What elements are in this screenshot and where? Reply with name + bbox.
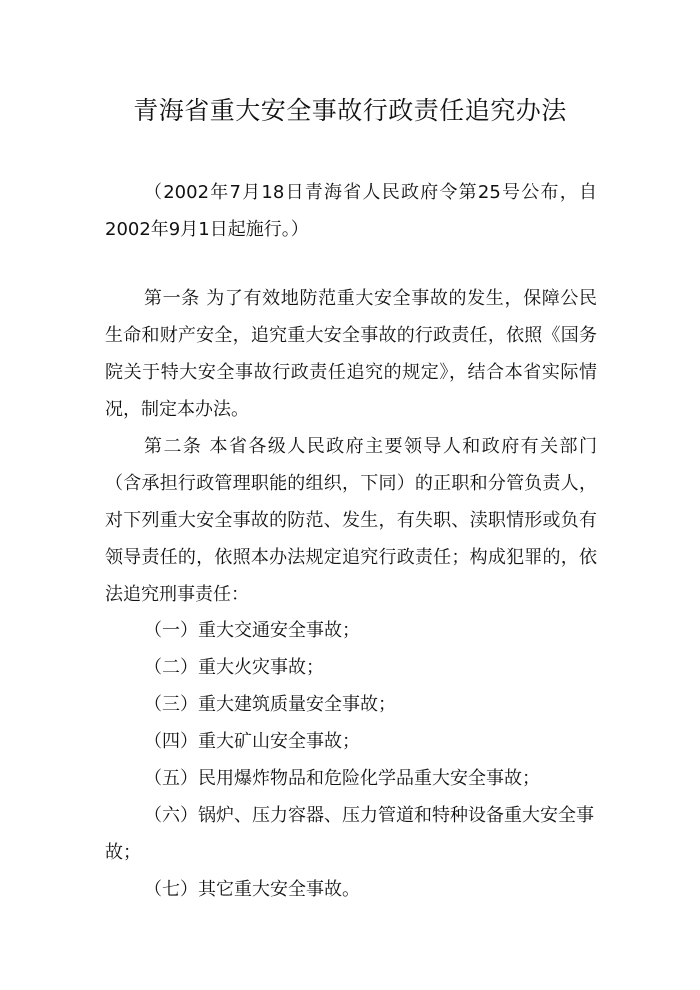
article-2-item-4: （四）重大矿山安全事故； bbox=[144, 731, 360, 752]
promulgation-note: （2002年7月18日青海省人民政府令第25号公布，自2002年9月1日起施行。） bbox=[105, 182, 597, 240]
article-2-item-3: （三）重大建筑质量安全事故； bbox=[144, 694, 396, 715]
article-2: 第二条 本省各级人民政府主要领导人和政府有关部门（含承担行政管理职能的组织，下同）的正职和分管负责人，对下列重大安全事故的防范、发生，有失职、渎职情形或负有领导责任的，依照本办法规定追究行政责任；构成犯罪的，依法追究刑事责任： bbox=[105, 436, 597, 605]
article-2-item-1: （一）重大交通安全事故； bbox=[144, 620, 360, 641]
article-2-item-7: （七）其它重大安全事故。 bbox=[144, 879, 360, 900]
document-title: 青海省重大安全事故行政责任追究办法 bbox=[133, 96, 567, 125]
article-1: 第一条 为了有效地防范重大安全事故的发生，保障公民生命和财产安全，追究重大安全事故的行政责任，依照《国务院关于特大安全事故行政责任追究的规定》，结合本省实际情况，制定本办法。 bbox=[105, 288, 597, 420]
article-2-item-2: （二）重大火灾事故； bbox=[144, 657, 324, 678]
article-2-item-6: （六）锅炉、压力容器、压力管道和特种设备重大安全事故； bbox=[105, 805, 594, 863]
article-2-item-5: （五）民用爆炸物品和危险化学品重大安全事故； bbox=[144, 768, 540, 789]
